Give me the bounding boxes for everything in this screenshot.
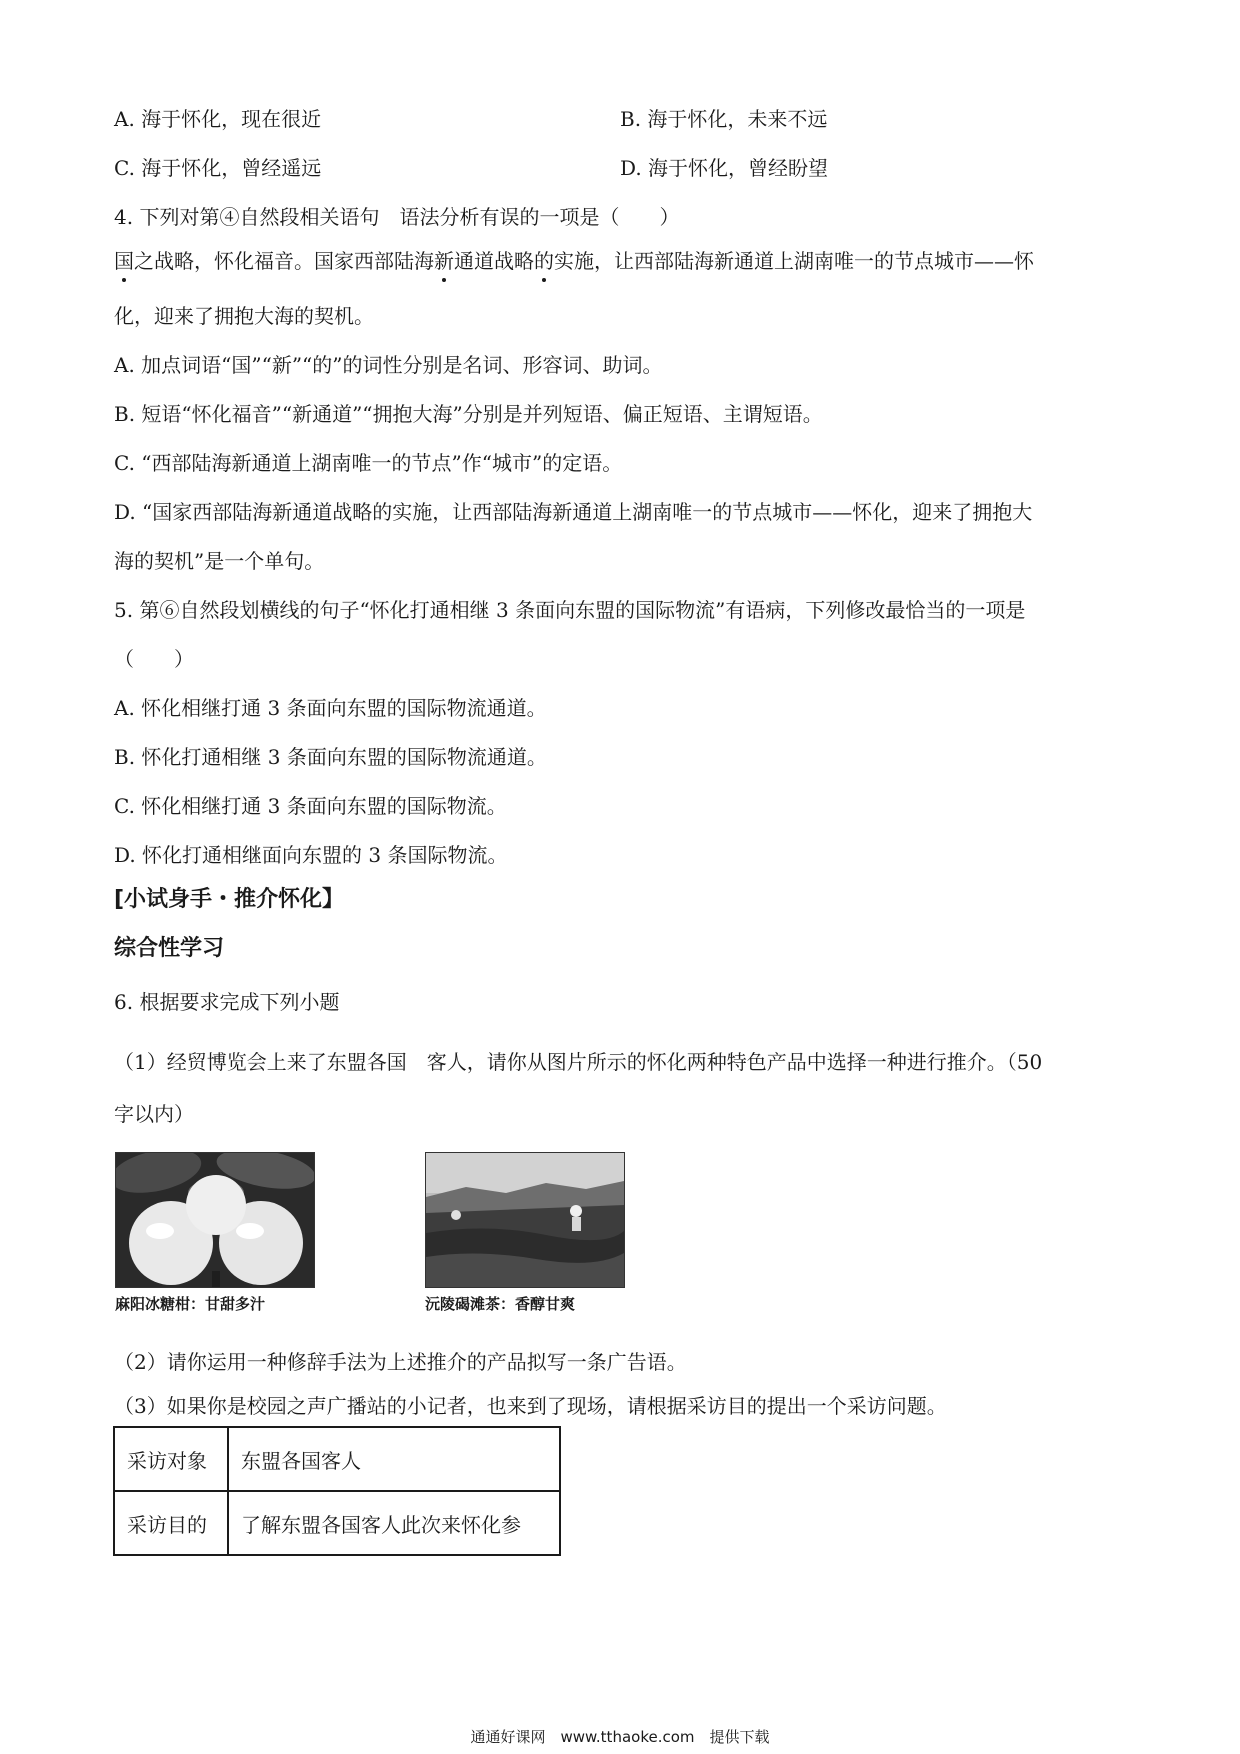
- figure-mayang-orange: [115, 1152, 313, 1314]
- figure-yuanling-tea: [425, 1152, 623, 1314]
- tea-field-image: [426, 1153, 624, 1287]
- q3-option-b: B. 海于怀化，未来不远: [620, 107, 828, 131]
- q3-option-a: A. 海于怀化，现在很近: [114, 107, 322, 131]
- table-key: 采访对象: [114, 1427, 228, 1491]
- q4-passage-line-1: [114, 247, 1034, 275]
- table-row: [114, 1491, 560, 1555]
- figure-caption: 沅陵碣滩茶：香醇甘爽: [425, 1295, 576, 1313]
- q3-option-c: C. 海于怀化，曾经遥远: [114, 156, 322, 180]
- passage-text: 之战略，怀化福音。国家西部陆海: [134, 249, 434, 273]
- q5-option-a: A. 怀化相继打通 3 条面向东盟的国际物流通道。: [114, 696, 547, 720]
- q6-sub3: （3）如果你是校园之声广播站的小记者，也来到了现场，请根据采访目的提出一个采访问题。: [114, 1394, 947, 1418]
- q6-sub1-line-2: 字以内）: [114, 1102, 194, 1126]
- q4-option-d-line-2: 海的契机”是一个单句。: [114, 549, 325, 573]
- q5-option-c: C. 怀化相继打通 3 条面向东盟的国际物流。: [114, 794, 507, 818]
- q5-stem-line-1: 5. 第⑥自然段划横线的句子“怀化打通相继 3 条面向东盟的国际物流”有语病，下列修改最恰当的一项是: [114, 598, 1026, 622]
- table-key: 采访目的: [114, 1491, 228, 1555]
- q4-stem: 4. 下列对第④自然段相关语句 语法分析有误的一项是（ ）: [114, 205, 680, 229]
- table-value: 东盟各国客人: [228, 1427, 560, 1491]
- orange-photo: [115, 1152, 315, 1288]
- passage-text: 通道战略: [454, 249, 534, 273]
- interview-table: [113, 1426, 561, 1556]
- passage-text: 实施，让西部陆海新通道上湖南唯一的节点城市——怀: [554, 249, 1034, 273]
- q5-option-d: D. 怀化打通相继面向东盟的 3 条国际物流。: [114, 843, 508, 867]
- q4-option-d-line-1: D. “国家西部陆海新通道战略的实施，让西部陆海新通道上湖南唯一的节点城市——怀化，迎来了拥抱大: [114, 500, 1033, 524]
- q3-option-d: D. 海于怀化，曾经盼望: [620, 156, 829, 180]
- q4-option-b: B. 短语“怀化福音”“新通道”“拥抱大海”分别是并列短语、偏正短语、主谓短语。: [114, 402, 823, 426]
- q6-sub1-line-1: （1）经贸博览会上来了东盟各国 客人，请你从图片所示的怀化两种特色产品中选择一种进行推介。（50: [114, 1050, 1043, 1074]
- table-value: 了解东盟各国客人此次来怀化参: [228, 1491, 560, 1555]
- q5-stem-line-2: （ ）: [114, 647, 194, 671]
- q6-stem: 6. 根据要求完成下列小题: [114, 990, 340, 1014]
- table-row: [114, 1427, 560, 1491]
- dotted-word: 国: [114, 249, 134, 273]
- section-title: [小试身手・推介怀化】: [114, 887, 345, 912]
- section-subtitle: 综合性学习: [114, 936, 225, 961]
- dotted-word: 的: [534, 249, 554, 273]
- tea-field-photo: [425, 1152, 625, 1288]
- page-footer: 通通好课网 www.tthaoke.com 提供下载: [470, 1728, 770, 1746]
- q4-option-a: A. 加点词语“国”“新”“的”的词性分别是名词、形容词、助词。: [114, 353, 663, 377]
- q4-passage-line-2: 化，迎来了拥抱大海的契机。: [114, 304, 374, 328]
- q5-option-b: B. 怀化打通相继 3 条面向东盟的国际物流通道。: [114, 745, 547, 769]
- figure-caption: 麻阳冰糖柑：甘甜多汁: [115, 1295, 266, 1313]
- dotted-word: 新: [434, 249, 454, 273]
- orange-image: [116, 1153, 314, 1287]
- q4-option-c: C. “西部陆海新通道上湖南唯一的节点”作“城市”的定语。: [114, 451, 623, 475]
- q6-sub2: （2）请你运用一种修辞手法为上述推介的产品拟写一条广告语。: [114, 1350, 687, 1374]
